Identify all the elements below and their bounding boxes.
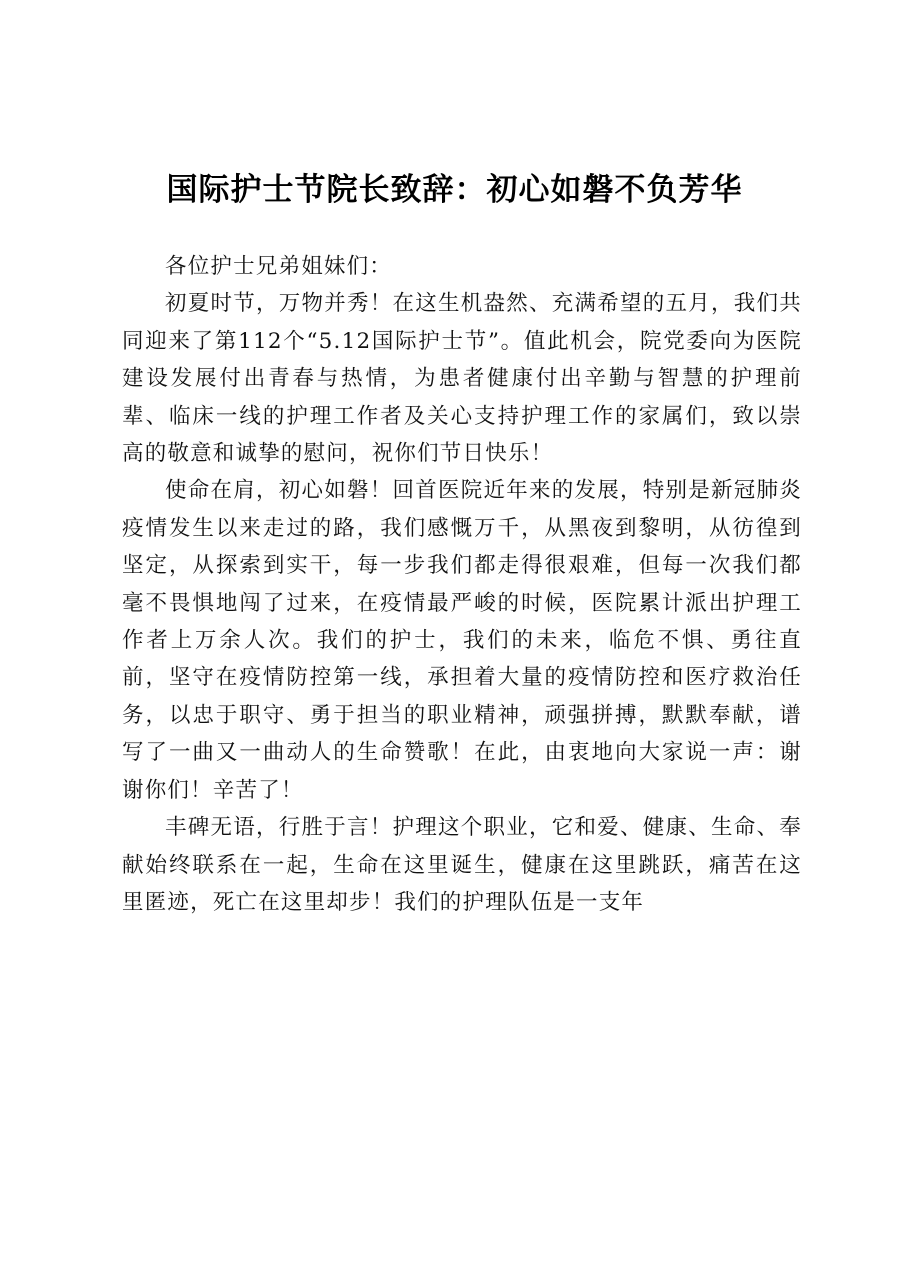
paragraph-1: 初夏时节，万物并秀！在这生机盎然、充满希望的五月，我们共同迎来了第112个“5.12国际护士节”。值此机会，院党委向为医院建设发展付出青春与热情，为患者健康付出辛勤与智慧的护理前辈、临床一线的护理工作者及关心支持护理工作的家属们，致以崇高的敬意和诚挚的慰问，祝你们节日快乐！ [122, 291, 802, 467]
salutation: 各位护士兄弟姐妹们： [165, 254, 393, 279]
paragraph-2: 使命在肩，初心如磐！回首医院近年来的发展，特别是新冠肺炎疫情发生以来走过的路，我们感慨万千，从黑夜到黎明，从彷徨到坚定，从探索到实干，每一步我们都走得很艰难，但每一次我们都毫不畏惧地闯了过来，在疫情最严峻的时候，医院累计派出护理工作者上万余人次。我们的护士，我们的未来，临危不惧、勇往直前，坚守在疫情防控第一线，承担着大量的疫情防控和医疗救治任务，以忠于职守、勇于担当的职业精神，顽强拼搏，默默奉献，谱写了一曲又一曲动人的生命赞歌！在此，由衷地向大家说一声：谢谢你们！辛苦了！ [122, 478, 802, 803]
document-title: 国际护士节院长致辞：初心如磐不负芳华 [166, 172, 743, 208]
document-body [122, 248, 802, 921]
paragraph-3: 丰碑无语，行胜于言！护理这个职业，它和爱、健康、生命、奉献始终联系在一起，生命在这里诞生，健康在这里跳跃，痛苦在这里匿迹，死亡在这里却步！我们的护理队伍是一支年 [122, 815, 802, 915]
